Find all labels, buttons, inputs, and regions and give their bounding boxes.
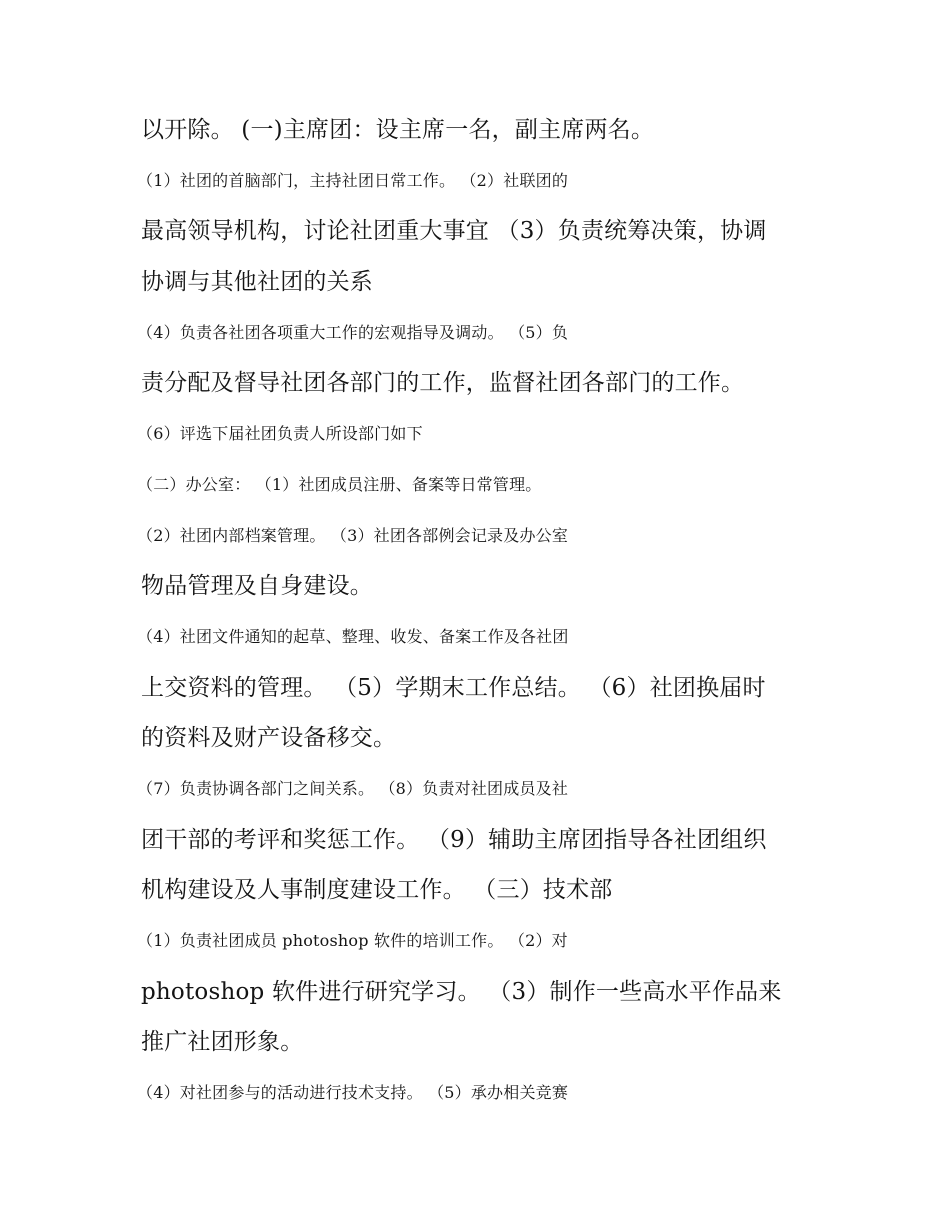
text-line: 责分配及督导社团各部门的工作，监督社团各部门的工作。 — [141, 370, 745, 397]
text-line: 物品管理及自身建设。 — [141, 573, 373, 600]
text-line: （7）负责协调各部门之间关系。 （8）负责对社团成员及社 — [137, 778, 569, 798]
text-line: 推广社团形象。 — [141, 1029, 304, 1056]
document-body — [137, 105, 821, 1119]
text-line: photoshop 软件进行研究学习。 （3）制作一些高水平作品来 — [141, 978, 782, 1005]
text-line: 以开除。 (一)主席团：设主席一名，副主席两名。 — [141, 117, 655, 143]
text-line: 机构建设及人事制度建设工作。 （三）技术部 — [141, 877, 613, 904]
text-line: 协调与其他社团的关系 — [141, 269, 373, 296]
text-line: （4）负责各社团各项重大工作的宏观指导及调动。 （5）负 — [137, 322, 569, 342]
text-line: 的资料及财产设备移交。 — [141, 725, 397, 752]
text-line: （1）社团的首脑部门，主持社团日常工作。 （2）社联团的 — [137, 170, 569, 190]
text-line: 上交资料的管理。 （5）学期末工作总结。 （6）社团换届时 — [141, 674, 766, 701]
text-line: （2）社团内部档案管理。 （3）社团各部例会记录及办公室 — [137, 525, 569, 545]
text-line: 最高领导机构，讨论社团重大事宜 （3）负责统筹决策，协调 — [141, 218, 767, 245]
text-line: （6）评选下届社团负责人所设部门如下 — [137, 424, 423, 444]
text-line: 团干部的考评和奖惩工作。 （9）辅助主席团指导各社团组织 — [141, 826, 767, 853]
text-line: （4）对社团参与的活动进行技术支持。 （5）承办相关竞赛 — [137, 1083, 569, 1103]
text-line: （1）负责社团成员 photoshop 软件的培训工作。 （2）对 — [137, 931, 568, 950]
text-line: （4）社团文件通知的起草、整理、收发、备案工作及各社团 — [137, 626, 569, 646]
text-line: （二）办公室： （1）社团成员注册、备案等日常管理。 — [137, 474, 542, 494]
